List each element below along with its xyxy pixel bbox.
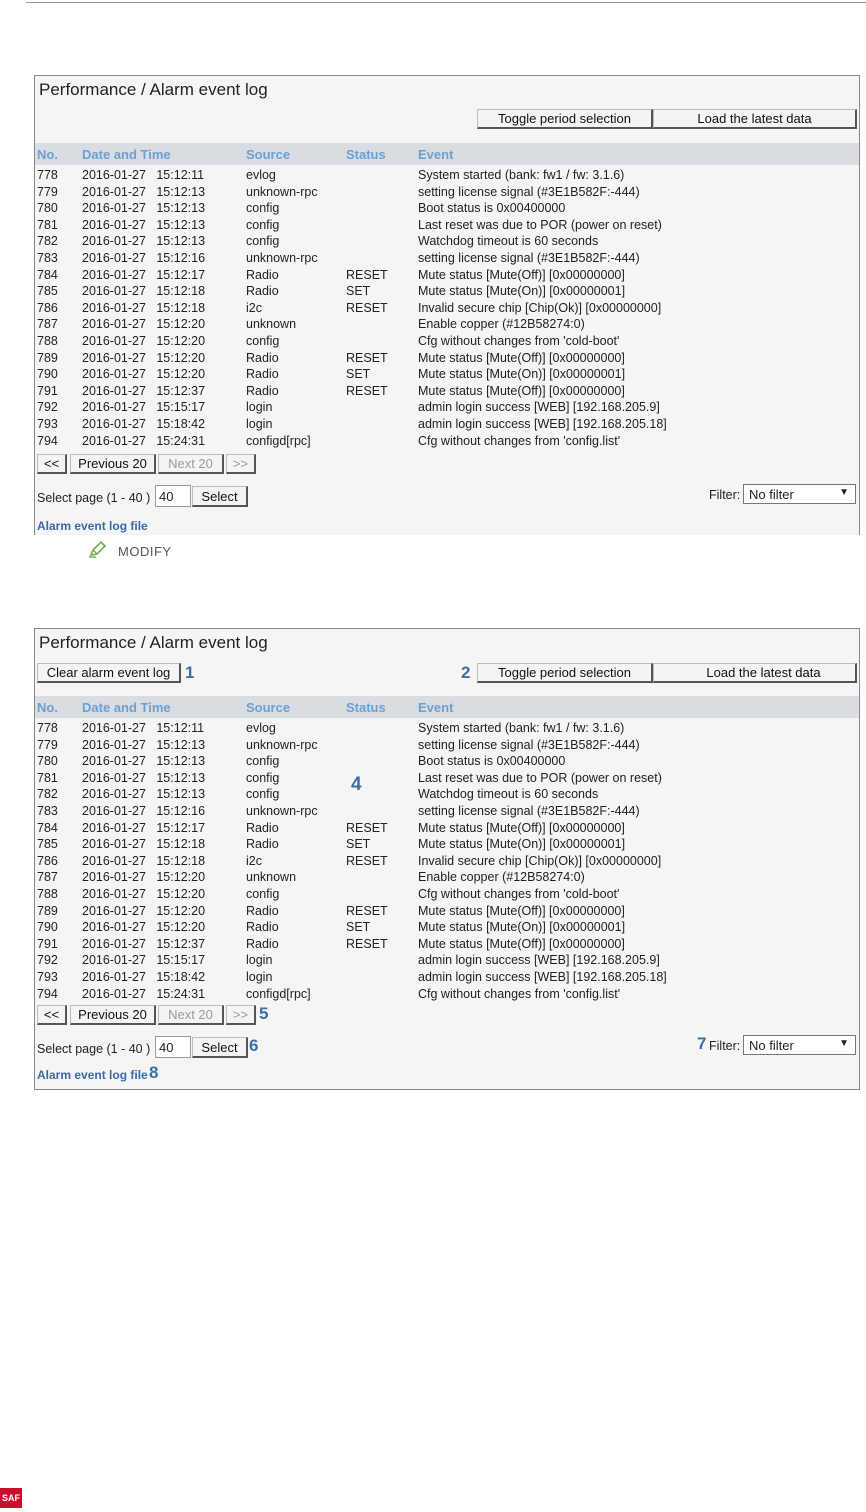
alarm-log-file-link[interactable]: Alarm event log file: [37, 519, 148, 533]
table-row: [35, 870, 859, 887]
row-datetime: 2016-01-27 15:12:18: [82, 300, 206, 315]
row-datetime: 2016-01-27 15:12:20: [82, 350, 206, 365]
row-number: 792: [37, 400, 58, 415]
table-row: [35, 787, 859, 804]
toggle-period-button[interactable]: Toggle period selection: [477, 109, 653, 129]
table-header: [35, 696, 859, 718]
row-source: Radio: [246, 350, 279, 365]
row-number: 788: [37, 887, 58, 901]
row-datetime: 2016-01-27 15:12:18: [82, 837, 206, 852]
callout-8: 8: [149, 1063, 159, 1082]
row-status: RESET: [346, 903, 388, 918]
row-event: System started (bank: fw1 / fw: 3.1.6): [418, 168, 625, 182]
row-event: admin login success [WEB] [192.168.205.18]: [418, 417, 667, 431]
row-status: SET: [346, 367, 371, 382]
row-event: Cfg without changes from 'config.list': [418, 433, 621, 448]
filter-select[interactable]: [743, 1035, 856, 1055]
modify-label: MODIFY: [118, 544, 172, 559]
row-number: 781: [37, 770, 58, 785]
table-row: [35, 721, 859, 738]
clear-alarm-log-button[interactable]: Clear alarm event log: [37, 663, 181, 683]
row-source: Radio: [246, 837, 279, 852]
row-source: evlog: [246, 721, 276, 735]
row-number: 792: [37, 953, 58, 968]
row-status: RESET: [346, 383, 388, 398]
col-no: No.: [37, 700, 58, 715]
row-event: Cfg without changes from 'cold-boot': [418, 887, 620, 901]
row-datetime: 2016-01-27 15:12:13: [82, 737, 206, 752]
col-status: Status: [346, 700, 386, 715]
row-number: 785: [37, 284, 58, 299]
row-datetime: 2016-01-27 15:24:31: [82, 433, 206, 448]
pencil-icon: [88, 540, 108, 563]
row-source: config: [246, 787, 280, 802]
table-row: [35, 920, 859, 937]
row-datetime: 2016-01-27 15:12:13: [82, 217, 206, 232]
row-number: 794: [37, 433, 58, 448]
row-datetime: 2016-01-27 15:12:16: [82, 251, 206, 265]
row-datetime: 2016-01-27 15:12:11: [82, 721, 205, 735]
table-row: [35, 234, 859, 251]
select-page-label: Select page (1 - 40 ): [37, 1042, 151, 1056]
table-row: [35, 970, 859, 987]
row-status: SET: [346, 284, 371, 299]
row-event: setting license signal (#3E1B582F:-444): [418, 184, 640, 199]
alarm-log-file-link[interactable]: Alarm event log file: [37, 1068, 148, 1082]
row-event: Mute status [Mute(Off)] [0x00000000]: [418, 267, 625, 282]
row-number: 783: [37, 251, 58, 265]
row-number: 785: [37, 837, 58, 852]
table-row: [35, 953, 859, 970]
next-page-button[interactable]: Next 20: [158, 1005, 224, 1025]
table-row: [35, 400, 859, 417]
row-source: login: [246, 970, 273, 984]
row-number: 789: [37, 350, 58, 365]
row-source: unknown: [246, 870, 297, 885]
row-event: admin login success [WEB] [192.168.205.9]: [418, 400, 660, 415]
row-source: Radio: [246, 367, 279, 382]
row-datetime: 2016-01-27 15:15:17: [82, 400, 206, 415]
row-source: unknown-rpc: [246, 737, 318, 752]
row-datetime: 2016-01-27 15:12:20: [82, 870, 206, 885]
table-row: [35, 251, 859, 268]
table-row: [35, 284, 859, 301]
table-row: [35, 218, 859, 235]
row-datetime: 2016-01-27 15:12:20: [82, 334, 206, 348]
brand-logo: SAF: [0, 1488, 22, 1508]
row-number: 788: [37, 334, 58, 348]
row-number: 784: [37, 267, 58, 282]
callout-1: 1: [185, 663, 195, 682]
previous-page-button[interactable]: Previous 20: [70, 1005, 156, 1025]
row-event: Mute status [Mute(On)] [0x00000001]: [418, 367, 626, 382]
row-event: Cfg without changes from 'config.list': [418, 986, 621, 1001]
table-row: [35, 854, 859, 871]
row-event: Invalid secure chip [Chip(Ok)] [0x00000000]: [418, 300, 662, 315]
callout-6: 6: [249, 1036, 259, 1055]
row-datetime: 2016-01-27 15:12:17: [82, 820, 206, 835]
row-number: 794: [37, 986, 58, 1001]
row-datetime: 2016-01-27 15:12:13: [82, 201, 206, 216]
table-row: [35, 185, 859, 202]
row-event: setting license signal (#3E1B582F:-444): [418, 737, 640, 752]
table-header: [35, 143, 859, 165]
row-source: unknown: [246, 317, 297, 332]
table-row: [35, 201, 859, 218]
col-no: No.: [37, 147, 58, 162]
next-page-button[interactable]: Next 20: [158, 454, 224, 474]
col-source: Source: [246, 700, 291, 715]
table-row: [35, 268, 859, 285]
row-number: 787: [37, 870, 58, 885]
row-datetime: 2016-01-27 15:12:13: [82, 184, 206, 199]
table-row: [35, 837, 859, 854]
row-source: Radio: [246, 284, 279, 299]
table-row: [35, 334, 859, 351]
row-number: 787: [37, 317, 58, 332]
filter-value: No filter: [749, 486, 794, 502]
row-datetime: 2016-01-27 15:12:20: [82, 920, 206, 935]
row-datetime: 2016-01-27 15:18:42: [82, 417, 206, 431]
select-page-button[interactable]: Select: [192, 486, 248, 507]
row-datetime: 2016-01-27 15:12:11: [82, 168, 205, 182]
table-row: [35, 384, 859, 401]
row-event: Mute status [Mute(On)] [0x00000001]: [418, 920, 626, 935]
row-source: login: [246, 417, 273, 431]
select-page-label: Select page (1 - 40 ): [37, 491, 151, 505]
panel-title: Performance / Alarm event log: [39, 80, 268, 99]
row-number: 780: [37, 201, 58, 216]
select-page-button[interactable]: Select: [192, 1037, 248, 1058]
page-top-rule: [26, 2, 866, 3]
filter-label: Filter:: [709, 488, 741, 502]
row-event: Mute status [Mute(Off)] [0x00000000]: [418, 350, 625, 365]
row-number: 781: [37, 217, 58, 232]
row-event: System started (bank: fw1 / fw: 3.1.6): [418, 721, 625, 735]
row-source: Radio: [246, 267, 279, 282]
row-number: 780: [37, 754, 58, 769]
table-row: [35, 754, 859, 771]
last-page-button[interactable]: >>: [226, 454, 256, 474]
row-event: Last reset was due to POR (power on reset): [418, 217, 662, 232]
row-event: Cfg without changes from 'cold-boot': [418, 334, 620, 348]
row-status: RESET: [346, 350, 388, 365]
load-latest-button[interactable]: Load the latest data: [653, 109, 857, 129]
row-number: 790: [37, 367, 58, 382]
filter-label: Filter:: [709, 1039, 741, 1053]
table-row: [35, 987, 859, 1004]
row-datetime: 2016-01-27 15:15:17: [82, 953, 206, 968]
row-source: config: [246, 334, 280, 348]
col-source: Source: [246, 147, 291, 162]
row-datetime: 2016-01-27 15:12:13: [82, 770, 206, 785]
row-number: 779: [37, 184, 58, 199]
row-number: 783: [37, 804, 58, 818]
row-datetime: 2016-01-27 15:12:20: [82, 887, 206, 901]
row-datetime: 2016-01-27 15:12:20: [82, 317, 206, 332]
row-source: Radio: [246, 383, 279, 398]
row-source: config: [246, 201, 280, 216]
row-event: Boot status is 0x00400000: [418, 754, 566, 769]
row-datetime: 2016-01-27 15:12:37: [82, 936, 206, 951]
row-datetime: 2016-01-27 15:12:20: [82, 367, 206, 382]
row-source: i2c: [246, 853, 262, 868]
filter-value: No filter: [749, 1037, 794, 1053]
row-number: 778: [37, 721, 58, 735]
row-source: config: [246, 234, 280, 249]
row-number: 793: [37, 417, 58, 431]
table-row: [35, 417, 859, 434]
callout-7: 7: [697, 1034, 707, 1053]
row-status: RESET: [346, 820, 388, 835]
row-source: evlog: [246, 168, 276, 182]
row-source: Radio: [246, 936, 279, 951]
row-datetime: 2016-01-27 15:12:17: [82, 267, 206, 282]
row-source: config: [246, 754, 280, 769]
row-number: 786: [37, 300, 58, 315]
table-row: [35, 434, 859, 451]
row-source: login: [246, 400, 273, 415]
load-latest-button[interactable]: Load the latest data: [653, 663, 857, 683]
dropdown-arrow-icon: ▼: [839, 1038, 849, 1049]
row-status: RESET: [346, 267, 388, 282]
first-page-button[interactable]: <<: [37, 1005, 67, 1025]
alarm-log-panel-original: [34, 75, 860, 535]
modify-marker: [88, 540, 172, 563]
col-event: Event: [418, 700, 454, 715]
table-row: [35, 351, 859, 368]
row-event: Mute status [Mute(Off)] [0x00000000]: [418, 383, 625, 398]
row-datetime: 2016-01-27 15:18:42: [82, 970, 206, 984]
row-event: Mute status [Mute(On)] [0x00000001]: [418, 284, 626, 299]
first-page-button[interactable]: <<: [37, 454, 67, 474]
row-datetime: 2016-01-27 15:12:37: [82, 383, 206, 398]
row-datetime: 2016-01-27 15:24:31: [82, 986, 206, 1001]
row-number: 791: [37, 383, 58, 398]
row-datetime: 2016-01-27 15:12:16: [82, 804, 206, 818]
row-number: 782: [37, 234, 58, 249]
row-status: RESET: [346, 936, 388, 951]
row-event: Mute status [Mute(Off)] [0x00000000]: [418, 820, 625, 835]
row-datetime: 2016-01-27 15:12:18: [82, 853, 206, 868]
row-number: 778: [37, 168, 58, 182]
row-datetime: 2016-01-27 15:12:13: [82, 787, 206, 802]
row-source: unknown-rpc: [246, 804, 318, 818]
row-source: config: [246, 887, 280, 901]
col-date: Date and Time: [82, 700, 171, 715]
table-row: [35, 301, 859, 318]
row-source: unknown-rpc: [246, 251, 318, 265]
dropdown-arrow-icon: ▼: [839, 487, 849, 498]
row-datetime: 2016-01-27 15:12:18: [82, 284, 206, 299]
row-datetime: 2016-01-27 15:12:20: [82, 903, 206, 918]
row-source: config: [246, 770, 280, 785]
last-page-button[interactable]: >>: [226, 1005, 256, 1025]
row-number: 782: [37, 787, 58, 802]
panel-title: Performance / Alarm event log: [39, 633, 268, 652]
table-row: [35, 804, 859, 821]
row-event: admin login success [WEB] [192.168.205.9]: [418, 953, 660, 968]
row-status: RESET: [346, 853, 388, 868]
page-number-input[interactable]: 40: [155, 485, 191, 507]
row-source: config: [246, 217, 280, 232]
row-source: configd[rpc]: [246, 986, 311, 1001]
row-event: setting license signal (#3E1B582F:-444): [418, 251, 640, 265]
table-row: [35, 904, 859, 921]
row-status: SET: [346, 920, 371, 935]
row-event: admin login success [WEB] [192.168.205.18]: [418, 970, 667, 984]
row-source: configd[rpc]: [246, 433, 311, 448]
col-event: Event: [418, 147, 454, 162]
row-number: 793: [37, 970, 58, 984]
row-source: Radio: [246, 820, 279, 835]
row-event: Watchdog timeout is 60 seconds: [418, 787, 599, 802]
row-source: login: [246, 953, 273, 968]
row-number: 790: [37, 920, 58, 935]
row-number: 784: [37, 820, 58, 835]
row-source: i2c: [246, 300, 262, 315]
table-row: [35, 367, 859, 384]
row-status: RESET: [346, 300, 388, 315]
table-row: [35, 738, 859, 755]
row-event: Boot status is 0x00400000: [418, 201, 566, 216]
table-row: [35, 821, 859, 838]
col-status: Status: [346, 147, 386, 162]
row-number: 789: [37, 903, 58, 918]
row-event: setting license signal (#3E1B582F:-444): [418, 804, 640, 818]
row-event: Watchdog timeout is 60 seconds: [418, 234, 599, 249]
row-source: Radio: [246, 920, 279, 935]
row-event: Enable copper (#12B58274:0): [418, 870, 585, 885]
previous-page-button[interactable]: Previous 20: [70, 454, 156, 474]
callout-4: 4: [351, 774, 362, 795]
row-number: 791: [37, 936, 58, 951]
row-datetime: 2016-01-27 15:12:13: [82, 754, 206, 769]
row-source: unknown-rpc: [246, 184, 318, 199]
table-row: [35, 317, 859, 334]
callout-5: 5: [259, 1004, 269, 1023]
table-row: [35, 168, 859, 185]
col-date: Date and Time: [82, 147, 171, 162]
alarm-log-panel-annotated: [34, 628, 860, 1090]
row-event: Invalid secure chip [Chip(Ok)] [0x00000000]: [418, 853, 662, 868]
toggle-period-button[interactable]: Toggle period selection: [477, 663, 653, 683]
row-status: SET: [346, 837, 371, 852]
row-event: Last reset was due to POR (power on reset): [418, 770, 662, 785]
row-event: Mute status [Mute(On)] [0x00000001]: [418, 837, 626, 852]
row-datetime: 2016-01-27 15:12:13: [82, 234, 206, 249]
row-event: Enable copper (#12B58274:0): [418, 317, 585, 332]
callout-2: 2: [461, 663, 471, 682]
row-number: 786: [37, 853, 58, 868]
row-event: Mute status [Mute(Off)] [0x00000000]: [418, 936, 625, 951]
table-row: [35, 937, 859, 954]
row-source: Radio: [246, 903, 279, 918]
table-row: [35, 887, 859, 904]
row-event: Mute status [Mute(Off)] [0x00000000]: [418, 903, 625, 918]
filter-select[interactable]: [743, 484, 856, 504]
page-number-input[interactable]: 40: [155, 1036, 191, 1058]
row-number: 779: [37, 737, 58, 752]
table-row: [35, 771, 859, 788]
